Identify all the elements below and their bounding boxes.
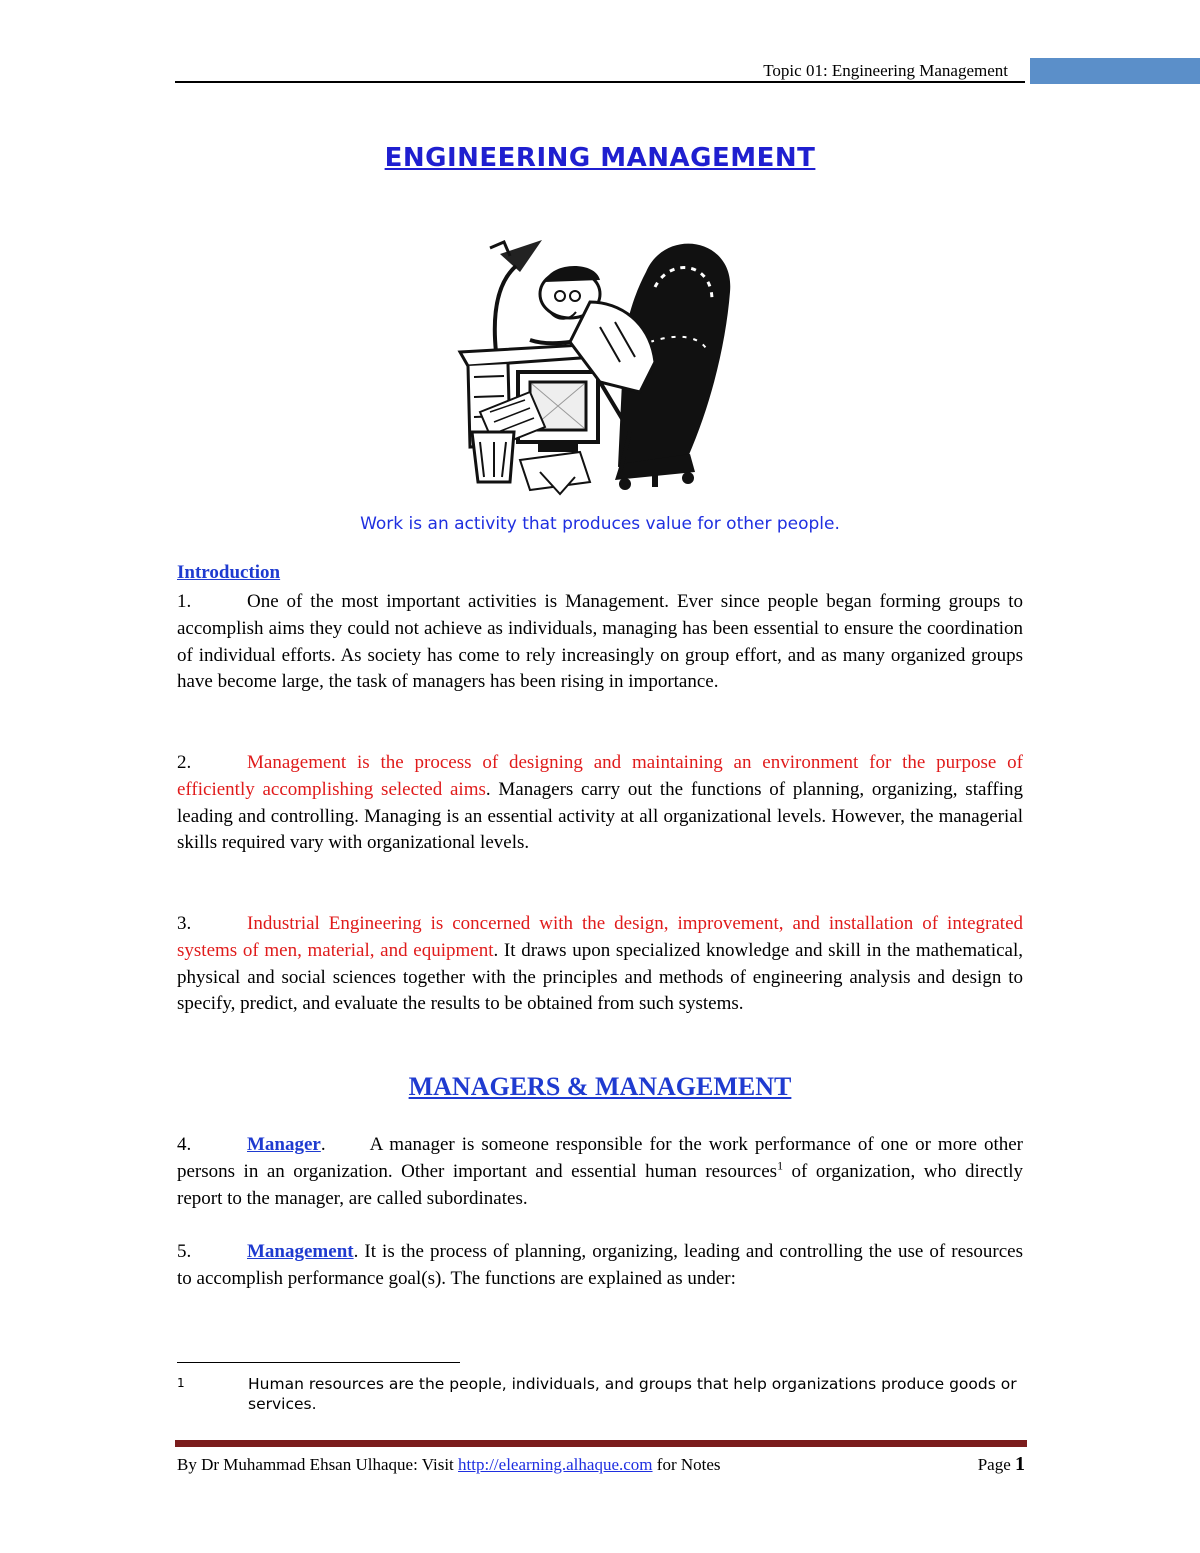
page-number: 1 xyxy=(1015,1453,1025,1475)
introduction-heading-text: Introduction xyxy=(177,562,281,583)
footer-credit xyxy=(177,1455,721,1475)
page-indicator xyxy=(978,1453,1025,1476)
paragraph-2 xyxy=(177,750,1023,857)
paragraph-highlight: Industrial Engineering is concerned with the design, improvement, and installation of integrated systems of men, material, and equipment xyxy=(177,913,1023,961)
footer-rule xyxy=(175,1440,1027,1447)
paragraph-1 xyxy=(177,589,1023,696)
term-management: Management xyxy=(247,1241,354,1262)
paragraph-number: 4. xyxy=(177,1134,192,1155)
header-accent-block xyxy=(1030,58,1200,84)
footnote-mark: 1 xyxy=(177,1376,185,1390)
document-title: ENGINEERING MANAGEMENT xyxy=(384,143,816,173)
paragraph-3 xyxy=(177,911,1023,1018)
paragraph-highlight: Management is the process of designing and maintaining an environment for the purpose of efficiently accomplishing selected aims xyxy=(177,752,1023,800)
paragraph-number: 2. xyxy=(177,752,192,773)
footer-suffix: for Notes xyxy=(652,1455,721,1474)
page-label: Page xyxy=(977,1455,1015,1474)
header-rule xyxy=(175,81,1025,83)
footnote-separator xyxy=(177,1362,460,1363)
paragraph-5: 5. Management. It is the process of planning, organizing, leading and controlling the use of resources to accomplish performance goal(s). The functions are explained as under: xyxy=(177,1241,1023,1289)
cartoon-illustration xyxy=(450,232,740,504)
paragraph-number: 1. xyxy=(177,591,192,612)
paragraph-number: 3. xyxy=(177,913,192,934)
section-title: MANAGERS & MANAGEMENT xyxy=(408,1072,792,1101)
paragraph-4: 4. Manager. A manager is someone responsible for the work performance of one or more other persons in an organization. Other important and essential human resources$^1$ of organization, who directly report to the manager, are called subordinates. xyxy=(177,1134,1024,1209)
paragraph-text: It is the process of planning, organizing, leading and controlling the use of resources to accomplish performance goal(s). The functions are explained as under: xyxy=(177,1241,1023,1289)
paragraph-text: . Managers carry out the functions of planning, organizing, staffing leading and controlling. Managing is an essential activity at all organizational levels. However, the managerial skills required vary with organizational levels. xyxy=(177,778,1023,854)
term-manager: Manager xyxy=(247,1134,321,1155)
introduction-heading xyxy=(177,562,280,584)
footnote-text: Human resources are the people, individuals, and groups that help organizations produce goods or services. xyxy=(248,1375,1017,1413)
footnote-reference[interactable]: 1 xyxy=(777,1158,784,1173)
running-header: Topic 01: Engineering Management xyxy=(763,61,1008,80)
paragraph-text: of organization, who directly report to the manager, are called subordinates. xyxy=(177,1160,1024,1209)
paragraph-text: . It draws upon specialized knowledge and skill in the mathematical, physical and social sciences together with the principles and methods of engineering analysis and design to specify, predict, and evaluate the results to be obtained from such systems. xyxy=(177,939,1023,1015)
footer-link[interactable]: http://elearning.alhaque.com xyxy=(458,1455,653,1474)
paragraph-text: One of the most important activities is Management. Ever since people began forming groups to accomplish aims they could not achieve as individuals, managing has been essential to ensure the coordination of individual efforts. As society has come to rely increasingly on group effort, and as many organized groups have become large, the task of managers has been rising in importance. xyxy=(177,591,1023,693)
image-caption: Work is an activity that produces value for other people. xyxy=(360,514,840,534)
lamp-icon xyxy=(490,240,542,352)
paragraph-text: A manager is someone responsible for the work performance of one or more other persons in an organization. Other important and essential human resources xyxy=(177,1134,1023,1182)
footer-prefix: By Dr Muhammad Ehsan Ulhaque: Visit xyxy=(177,1455,459,1474)
paragraph-number: 5. xyxy=(177,1241,192,1262)
